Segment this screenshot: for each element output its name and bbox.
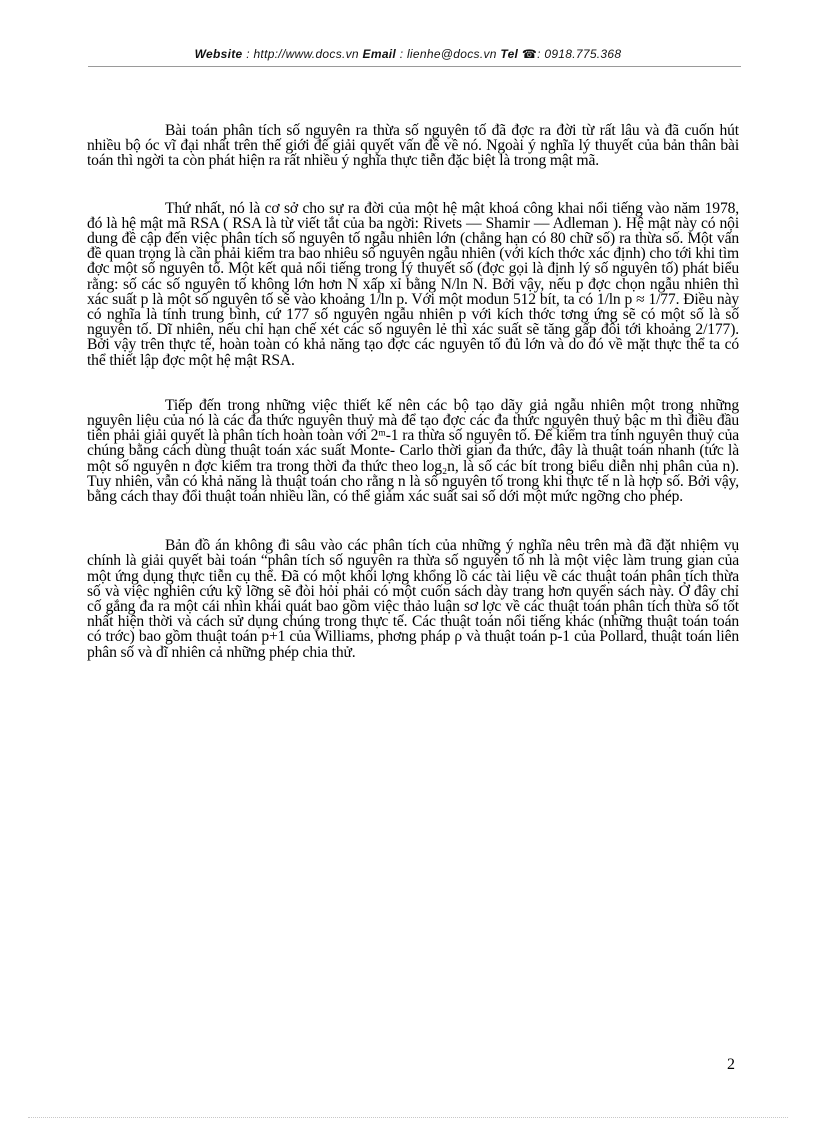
paragraph-scope: Bản đồ án không đi sâu vào các phân tích của những ý nghĩa nêu trên mà đã đặt nhiệm vụ chính là giải quyết bài toán “phân tích số nguyên ra thừa số nguyên tố nh là một việc làm trung gian của một ứng dụng thực tiễn cụ thể. Đã có một khối lợng khổng lồ các tài liệu về các thuật toán phân tích thừa số và việc nghiên cứu kỹ lỡng sẽ đòi hỏi phải có một cuốn sách dày trang hơn quyển sách này. Ở đây chỉ cố gắng đa ra một cái nhìn khái quát bao gồm việc thảo luận sơ lợc về các thuật toán phân tích thừa số tốt nhất hiện thời và cách sử dụng chúng trong thực tế. Các thuật toán nổi tiếng khác (những thuật toán toán có trớc) bao gồm thuật toán p+1 của Williams, phơng pháp ρ và thuật toán p-1 của Pollard, thuật toán liên phân số và dĩ nhiên cả những phép chia thử.	[87, 537, 739, 661]
header-divider	[88, 66, 741, 67]
website-url: : http://www.docs.vn	[246, 47, 359, 61]
paragraph-rsa: Thứ nhất, nó là cơ sở cho sự ra đời của một hệ mật khoá công khai nổi tiếng vào năm 1978, đó là hệ mật mã RSA ( RSA là từ viết tắt của ba ngời: Rivets — Shamir — Adleman ). Hệ mật này có nội dung đề cập đến việc phân tích số nguyên tố ngẫu nhiên lớn (chẳng hạn có 80 chữ số) ra thừa số. Một vấn đề quan trọng là cần phải kiểm tra bao nhiêu số nguyên ngẫu nhiên (với kích thớc xác định) cho tới khi tìm đợc một số nguyên tố. Một kết quả nổi tiếng trong lý thuyết số (đợc gọi là định lý số nguyên tố) phát biểu rằng: số các số nguyên tố không lớn hơn N xấp xỉ bằng N/ln N. Bởi vậy, nếu p đợc chọn ngẫu nhiên thì xác suất p là một số nguyên tố sẽ vào khoảng 1/ln p. Với một modun 512 bít, ta có 1/ln p ≈ 1/77. Điều này có nghĩa là tính trung bình, cứ 177 số nguyên ngẫu nhiên p với kích thớc tơng ứng sẽ có một số là số nguyên tố. Dĩ nhiên, nếu chỉ hạn chế xét các số nguyên lẻ thì xác suất sẽ tăng gấp đôi tới khoảng 2/177). Bởi vậy trên thực tế, hoàn toàn có khả năng tạo đợc các nguyên tố đủ lớn và do đó về mặt thực thể ta có thể thiết lập đợc một hệ mật RSA.	[87, 199, 739, 369]
paragraph-intro: Bài toán phân tích số nguyên ra thừa số nguyên tố đã đợc ra đời từ rất lâu và đã cuốn hút nhiều bộ óc vĩ đại nhất trên thế giới để giải quyết vấn đề về nó. Ngoài ý nghĩa lý thuyết của bản thân bài toán thì ngời ta còn phát hiện ra rất nhiều ý nghĩa thực tiễn đặc biệt là trong mật mã.	[87, 122, 739, 170]
tel-number: : 0918.775.368	[537, 47, 622, 61]
email-label: Email	[362, 47, 397, 61]
page-header	[0, 47, 816, 61]
paragraph-pseudorandom: Tiếp đến trong những việc thiết kế nên các bộ tạo dãy giả ngẫu nhiên một trong những nguyên liệu của nó là các đa thức nguyên thuỷ mà để tạo đợc các đa thức nguyên thuỷ bậc m thì điều đầu tiên phải giải quyết là phân tích hoàn toàn với 2ᵐ-1 ra thừa số nguyên tố. Để kiểm tra tính nguyên thuỷ của chúng bằng cách dùng thuật toán xác suất Monte- Carlo thời gian đa thức, đây là thuật toán nhanh (tức là một số nguyên n đợc kiểm tra trong thời đa thức theo log₂n, là số các bít trong biểu diễn nhị phân của n). Tuy nhiên, vẫn có khả năng là thuật toán cho rằng n là số nguyên tố trong khi thực tế n là hợp số. Bởi vậy, bằng cách thay đổi thuật toán nhiều lần, có thể giảm xác suất sai số dới một mức ngỡng cho phép.	[87, 396, 739, 506]
tel-label: Tel	[500, 47, 519, 61]
page-number: 2	[727, 1056, 735, 1073]
telephone-icon: ☎	[521, 47, 538, 61]
document-body	[87, 123, 739, 660]
footer-divider	[28, 1117, 788, 1118]
email-address: : lienhe@docs.vn	[399, 47, 497, 61]
website-label: Website	[194, 47, 243, 61]
